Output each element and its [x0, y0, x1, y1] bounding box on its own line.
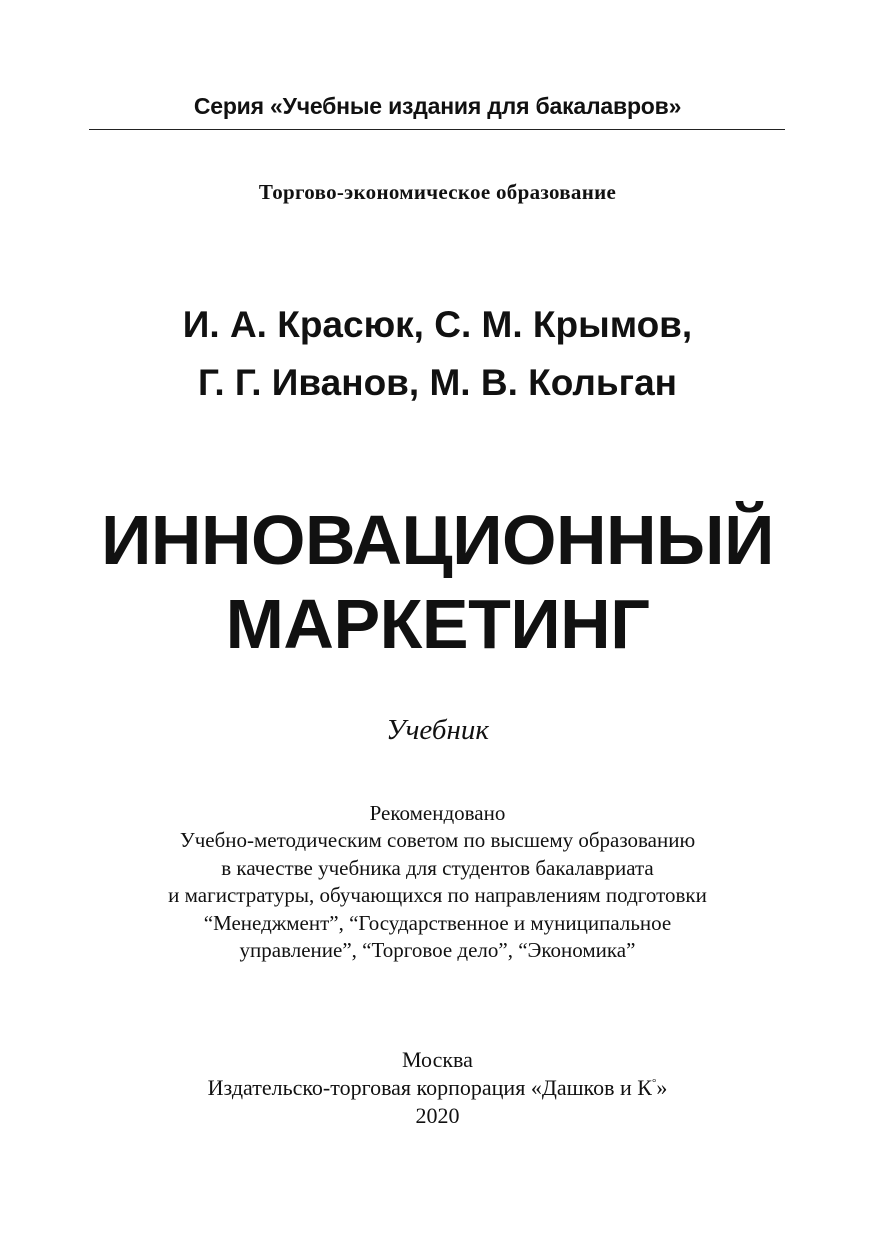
recommendation-line: Рекомендовано [369, 801, 506, 825]
recommendation-line: и магистратуры, обучающихся по направлениям подготовки [168, 883, 707, 908]
subject-area: Торгово-экономическое образование [258, 180, 617, 204]
publication-city: Москва [402, 1047, 473, 1072]
authors-line: Г. Г. Иванов, М. В. Кольган [197, 362, 677, 403]
recommendation-block [0, 800, 875, 964]
imprint [0, 1046, 875, 1130]
book-title-line: МАРКЕТИНГ [225, 585, 650, 663]
recommendation-line: Учебно-методическим советом по высшему образованию [179, 828, 696, 853]
book-title [0, 498, 875, 666]
recommendation-line: “Менеджмент”, “Государственное и муниципальное [203, 910, 672, 935]
recommendation-line: управление”, “Торговое дело”, “Экономика” [239, 938, 636, 963]
document-type: Учебник [386, 714, 489, 746]
authors [0, 296, 875, 412]
publisher-name-text: Издательско-торговая корпорация «Дашков и К [207, 1075, 652, 1100]
book-title-line: ИННОВАЦИОННЫЙ [101, 501, 774, 579]
publisher-name [0, 1074, 875, 1102]
recommendation-line: в качестве учебника для студентов бакалавриата [221, 855, 654, 880]
publisher-name-close: » [656, 1075, 668, 1100]
series-name: Серия «Учебные издания для бакалавров» [193, 93, 682, 119]
header-divider [89, 129, 785, 130]
publisher-degree-mark: ° [651, 1077, 657, 1089]
authors-line: И. А. Красюк, С. М. Крымов, [182, 304, 693, 345]
publication-year: 2020 [415, 1103, 460, 1128]
